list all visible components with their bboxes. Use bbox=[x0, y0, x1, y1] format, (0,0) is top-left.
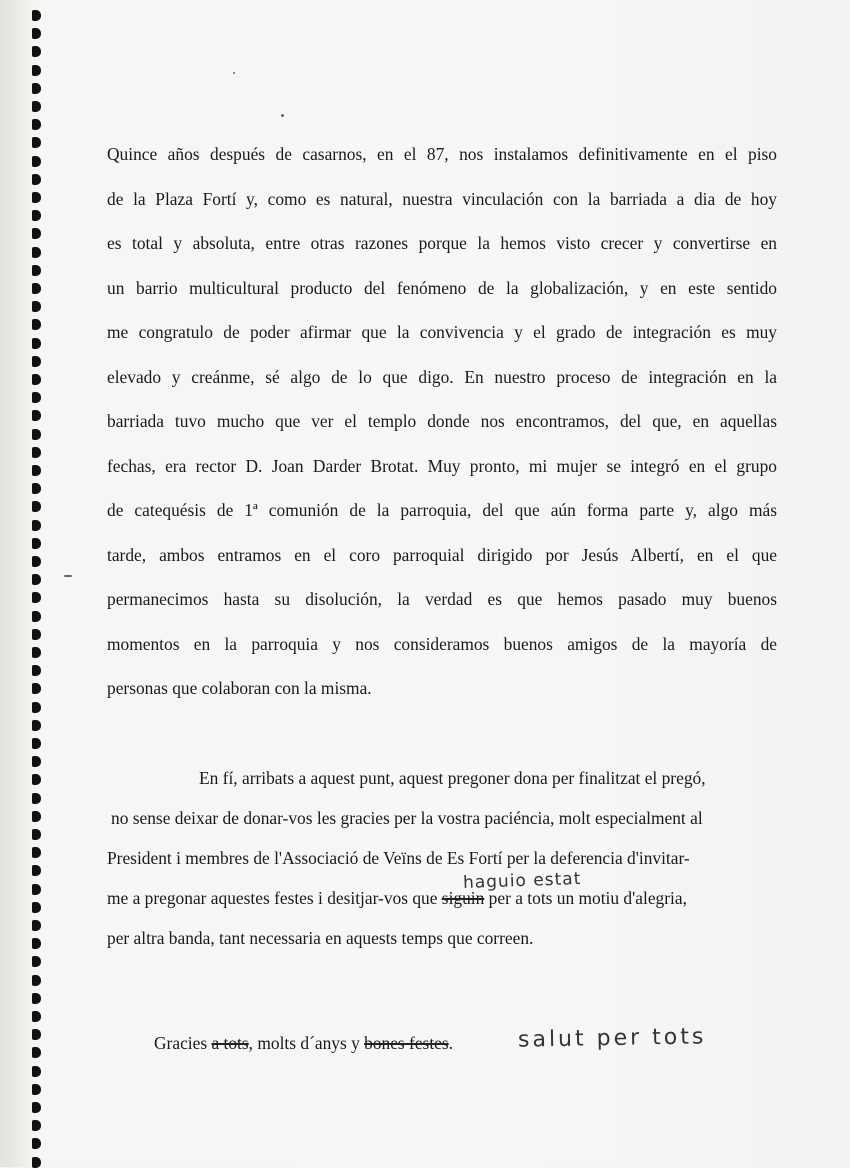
paragraph-1-line: barriada tuvo mucho que ver el templo donde nos encontramos, del que, en aquellas bbox=[107, 411, 777, 431]
binder-hole bbox=[32, 1011, 41, 1022]
paragraph-1-line: Quince años después de casarnos, en el 87, nos instalamos definitivamente en el piso bbox=[107, 144, 777, 164]
binder-hole bbox=[32, 447, 41, 458]
paragraph-2-line-3: President i membres de l'Associació de Veïns de Es Fortí per la deferencia d'invitar- bbox=[107, 848, 690, 868]
handwritten-insertion: haguio estat bbox=[462, 868, 582, 894]
binder-hole bbox=[32, 283, 41, 294]
binder-hole bbox=[32, 938, 41, 949]
binder-hole bbox=[32, 520, 41, 531]
binder-hole bbox=[32, 975, 41, 986]
binder-hole bbox=[32, 210, 41, 221]
binder-hole bbox=[32, 429, 41, 440]
binder-hole bbox=[32, 301, 41, 312]
binder-hole bbox=[32, 374, 41, 385]
page-edge-shadow bbox=[0, 0, 30, 1167]
paragraph-2-line-1: En fí, arribats a aquest punt, aquest pregoner dona per finalitzat el pregó, bbox=[199, 768, 706, 788]
line-4-text-before: me a pregonar aquestes festes i desitjar-vos que bbox=[107, 888, 442, 908]
binder-hole bbox=[32, 483, 41, 494]
binder-hole bbox=[32, 83, 41, 94]
binder-hole bbox=[32, 647, 41, 658]
binder-hole bbox=[32, 1029, 41, 1040]
binder-hole bbox=[32, 10, 41, 21]
binder-hole bbox=[32, 902, 41, 913]
paragraph-1 bbox=[107, 132, 777, 711]
paragraph-1-line: de catequésis de 1ª comunión de la parroquia, del que aún forma parte y, algo más bbox=[107, 500, 777, 520]
binder-hole bbox=[32, 356, 41, 367]
binder-hole bbox=[32, 1047, 41, 1058]
binder-hole bbox=[32, 774, 41, 785]
paper-speck bbox=[233, 72, 235, 74]
closing-line bbox=[154, 1033, 453, 1054]
binder-hole bbox=[32, 865, 41, 876]
binder-hole bbox=[32, 228, 41, 239]
paragraph-2-line-5: per altra banda, tant necessaria en aquests temps que correen. bbox=[107, 928, 534, 948]
binder-hole bbox=[32, 465, 41, 476]
binder-hole bbox=[32, 683, 41, 694]
paragraph-1-line: momentos en la parroquia y nos consideramos buenos amigos de la mayoría de bbox=[107, 633, 777, 654]
binder-hole bbox=[32, 1066, 41, 1077]
binder-hole bbox=[32, 101, 41, 112]
binder-hole bbox=[32, 811, 41, 822]
binder-hole bbox=[32, 793, 41, 804]
binder-hole bbox=[32, 1102, 41, 1113]
binder-hole bbox=[32, 1138, 41, 1149]
line-4-text-after: per a tots un motiu d'alegria, bbox=[484, 888, 687, 908]
struck-word: siguin bbox=[441, 888, 485, 908]
paragraph-1-line: un barrio multicultural producto del fenómeno de la globalización, y en este sentido bbox=[107, 277, 777, 298]
binder-hole bbox=[32, 46, 41, 57]
paragraph-1-line: me congratulo de poder afirmar que la convivencia y el grado de integración es muy bbox=[107, 322, 777, 342]
paragraph-1-line: es total y absoluta, entre otras razones porque la hemos visto crecer y convertirse en bbox=[107, 233, 777, 253]
closing-struck-2: bones festes bbox=[364, 1033, 449, 1053]
paragraph-1-line: personas que colaboran con la misma. bbox=[107, 678, 372, 698]
paper-speck bbox=[64, 575, 72, 577]
binder-hole bbox=[32, 829, 41, 840]
binder-hole bbox=[32, 556, 41, 567]
paragraph-1-line: tarde, ambos entramos en el coro parroquial dirigido por Jesús Albertí, en el que bbox=[107, 544, 777, 565]
paragraph-1-line: elevado y creánme, sé algo de lo que digo. En nuestro proceso de integración en la bbox=[107, 366, 777, 387]
closing-struck-1: a tots bbox=[211, 1033, 249, 1053]
binder-hole bbox=[32, 847, 41, 858]
paragraph-1-line: de la Plaza Fortí y, como es natural, nuestra vinculación con la barriada a dia de hoy bbox=[107, 188, 777, 209]
closing-part-1: Gracies bbox=[154, 1033, 212, 1053]
binder-hole bbox=[32, 137, 41, 148]
paragraph-2-line-4 bbox=[107, 878, 777, 918]
binder-hole bbox=[32, 920, 41, 931]
binder-hole bbox=[32, 156, 41, 167]
binder-hole bbox=[32, 410, 41, 421]
handwritten-note: salut per tots bbox=[517, 1024, 707, 1053]
binder-hole bbox=[32, 574, 41, 585]
binder-hole bbox=[32, 592, 41, 603]
binder-hole bbox=[32, 392, 41, 403]
binder-hole bbox=[32, 247, 41, 258]
binder-hole bbox=[32, 665, 41, 676]
paragraph-2 bbox=[107, 758, 777, 958]
binder-hole bbox=[32, 265, 41, 276]
binder-hole bbox=[32, 1157, 41, 1168]
binder-hole bbox=[32, 720, 41, 731]
binder-hole bbox=[32, 629, 41, 640]
binder-hole bbox=[32, 338, 41, 349]
binder-hole bbox=[32, 28, 41, 39]
binder-hole bbox=[32, 702, 41, 713]
binder-hole bbox=[32, 756, 41, 767]
paragraph-1-line: permanecimos hasta su disolución, la verdad es que hemos pasado muy buenos bbox=[107, 589, 777, 609]
binder-hole bbox=[32, 993, 41, 1004]
closing-part-2: , molts d´anys y bbox=[248, 1033, 365, 1053]
binder-hole bbox=[32, 884, 41, 895]
binder-hole bbox=[32, 319, 41, 330]
binder-hole bbox=[32, 192, 41, 203]
binder-holes bbox=[32, 10, 46, 1160]
binder-hole bbox=[32, 65, 41, 76]
binder-hole bbox=[32, 501, 41, 512]
paper-speck bbox=[281, 114, 284, 117]
binder-hole bbox=[32, 119, 41, 130]
paragraph-1-line: fechas, era rector D. Joan Darder Brotat. Muy pronto, mi mujer se integró en el grupo bbox=[107, 455, 777, 476]
binder-hole bbox=[32, 738, 41, 749]
binder-hole bbox=[32, 611, 41, 622]
binder-hole bbox=[32, 1120, 41, 1131]
binder-hole bbox=[32, 174, 41, 185]
binder-hole bbox=[32, 538, 41, 549]
paragraph-2-line-2: no sense deixar de donar-vos les gracies per la vostra paciéncia, molt especialment al bbox=[111, 808, 703, 828]
closing-part-3: . bbox=[448, 1033, 454, 1053]
binder-hole bbox=[32, 956, 41, 967]
binder-hole bbox=[32, 1084, 41, 1095]
